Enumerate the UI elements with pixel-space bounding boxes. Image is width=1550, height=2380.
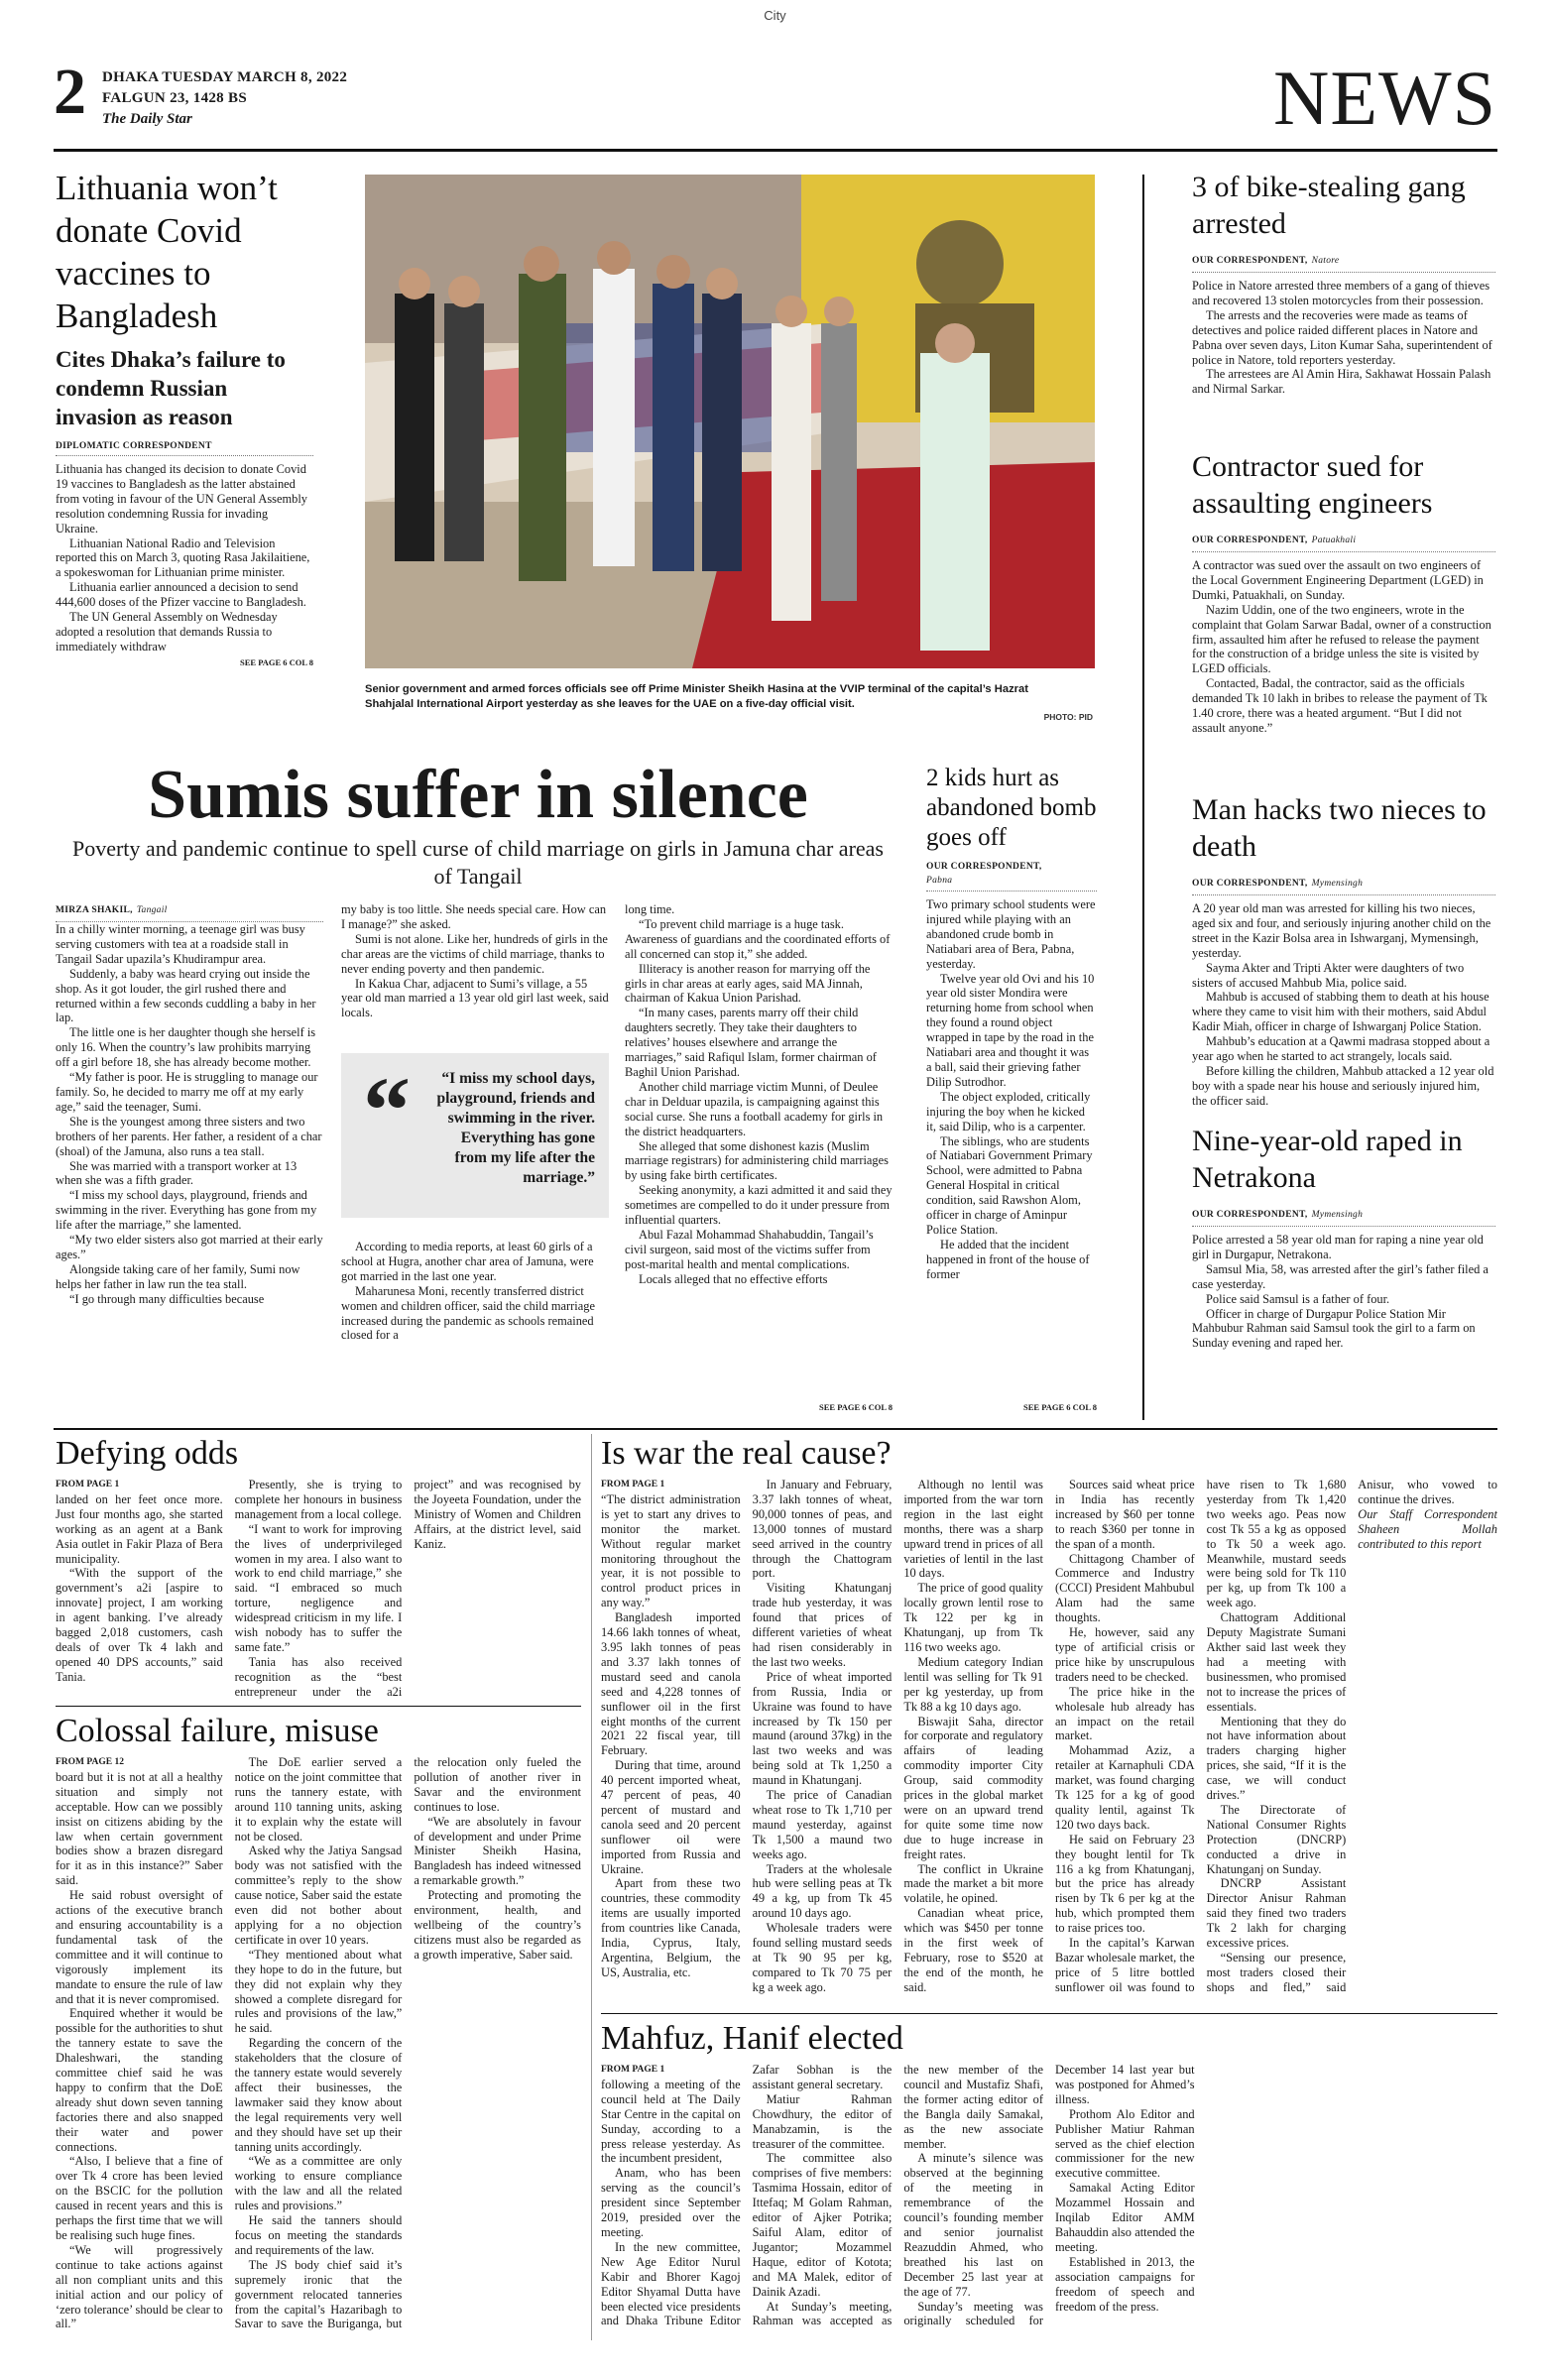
paragraph: “Also, I believe that a fine of over Tk 4 crore has been levied on the BSCIC for the pollution caused in recent years and this is perhaps the first time that we will be realising such huge fines. — [56, 2154, 223, 2242]
paragraph: Bangladesh imported 14.66 lakh tonnes of wheat, 3.95 lakh tonnes of peas and 3.37 lakh tonnes of mustard seed and canola seed and 4,228 tonnes of sunflower oil in the first eight months of the current 2021 22 fiscal year, till February. — [601, 1610, 741, 1758]
paragraph: The object exploded, critically injuring the boy when he kicked it, said Dilip, who is a carpenter. — [926, 1089, 1091, 1133]
paragraph: The Directorate of National Consumer Rights Protection (DNCRP) conducted a drive in Khatunganj on Sunday. — [1206, 1802, 1347, 1876]
paragraph: Seeking anonymity, a kazi admitted it and said they sometimes are compelled to do it under pressure from influential quarters. — [625, 1183, 893, 1228]
netrakona-place: Mymensingh — [1311, 1210, 1364, 1220]
paragraph: In January and February, 3.37 lakh tonnes of wheat, 90,000 tonnes of peas, and 13,000 tonnes of mustard seed arrived in the country through the Chattogram port. — [752, 1478, 893, 1581]
paragraph: He, however, said any type of artificial crisis or price hike by unscrupulous traders need to be checked. — [1054, 1625, 1195, 1684]
see-page-link[interactable]: SEE PAGE 6 COL 8 — [240, 656, 313, 667]
sumis-col-2-bottom — [341, 1240, 609, 1343]
paragraph: Chittagong Chamber of Commerce and Industry (CCCI) President Mahbubul Alam had the same thoughts. — [1054, 1551, 1195, 1625]
quote-mark-icon: “ — [363, 1057, 411, 1163]
paragraph: The committee also comprises of five members: Tasmima Hossain, editor of Ittefaq; M Golam Rahman, editor of Ajker Potrika; Saiful Alam, editor of Jugantor; Mozammel Haque, editor of Kotota; and MA Malek, editor of Dainik Azadi. — [752, 2151, 893, 2299]
paragraph: Biswajit Saha, director for corporate and regulatory affairs of leading commodity importer City Group, said commodity prices in the global market were on an upward trend for quite some time now due to huge increase in freight rates. — [903, 1714, 1043, 1861]
paragraph: “They mentioned about what they hope to do in the future, but they did not explain why they showed a complete disregard for rules and provisions of the law,” he said. — [234, 1947, 403, 2036]
paragraph: The JS body chief said it’s supremely ironic that the government relocated tanneries from the capital’s Hazaribagh to Savar to save the Buriganga, but the relocation only fueled the pollution of another river in Savar and the environment continues to lose. — [234, 1755, 581, 2331]
column-divider — [591, 1434, 592, 2340]
date-line: DHAKA TUESDAY MARCH 8, 2022 — [102, 69, 348, 85]
paragraph: Twelve year old Ovi and his 10 year old sister Mondira were returning home from school when they found a round object wrapped in tape by the road in the Natiabari area and thought it was a ball, said their grieving father Dilip Sutrodhor. — [926, 971, 1095, 1089]
paragraph: Alongside taking care of her family, Sumi now helps her father in law run the tea stall. — [56, 1261, 300, 1291]
bike-byline: OUR CORRESPONDENT, — [1192, 256, 1308, 266]
paragraph: The conflict in Ukraine made the market a bit more volatile, he opined. — [903, 1861, 1043, 1906]
paragraph: Suddenly, a baby was heard crying out inside the shop. As it got louder, the girl rushed there and returned within a few seconds cuddling a baby in her lap. — [56, 966, 316, 1025]
contractor-body — [1192, 558, 1495, 736]
paper-logo: The Daily Star — [102, 111, 192, 127]
paragraph: A contractor was sued over the assault on two engineers of the Local Government Engineering Department (LGED) in Dumki, Patuakhali, on Sunday. — [1192, 558, 1484, 602]
bike-story — [1192, 169, 1495, 397]
paragraph: The price hike in the wholesale hub already has an impact on the retail market. — [1054, 1684, 1195, 1743]
paragraph: Mahbub’s education at a Qawmi madrasa stopped about a year ago when he started to act strangely, locals said. — [1192, 1034, 1490, 1064]
nieces-place: Mymensingh — [1311, 879, 1364, 889]
paragraph: He said on February 23 they bought lentil for Tk 116 a kg from Khatunganj, but the price has already risen by Tk 6 per kg at the hub, which prompted them to raise prices too. — [1054, 1832, 1195, 1936]
bike-headline: 3 of bike-stealing gang arrested — [1192, 171, 1466, 240]
paragraph: Visiting Khatunganj trade hub yesterday, it was found that prices of different varieties of wheat had risen considerably in the last two weeks. — [752, 1581, 893, 1669]
paragraph: According to media reports, at least 60 girls of a school at Hugra, another char area of Jamuna, were got married in the last one year. — [341, 1240, 594, 1283]
page-number: 2 — [54, 56, 86, 128]
paragraph: “I want to work for improving the lives of underprivileged women in my area. I also want to work to end child marriage,” she said. “I embraced so much torture, negligence and widespread criticism in my life. I wish nobody has to suffer the same fate.” — [234, 1521, 403, 1654]
bike-place: Natore — [1311, 256, 1340, 266]
paragraph: “My two elder sisters also got married at their early ages.” — [56, 1233, 323, 1261]
from-page-label: FROM PAGE 1 — [56, 1480, 120, 1489]
paragraph: She alleged that some dishonest kazis (Muslim marriage registrars) for administering child marriages by using fake birth certificates. — [625, 1138, 889, 1183]
paragraph: The arrests and the recoveries were made as teams of detectives and police raided different places in Natore and Pabna over seven days, Liton Kumar Saha, superintendent of police in Natore, told reporters yesterday. — [1192, 307, 1492, 367]
paragraph: Sayma Akter and Tripti Akter were daughters of two sisters of accused Mahbub Mia, police said. — [1192, 960, 1465, 990]
paragraph: Samsul Mia, 58, was arrested after the girl’s father filed a case yesterday. — [1192, 1261, 1489, 1291]
paragraph: Sources said wheat price in India has recently increased by $60 per tonne to reach $360 per tonne in the span of a month. — [1054, 1478, 1195, 1551]
paragraph: A minute’s silence was observed at the beginning of the meeting in remembrance of the council’s founding member and senior journalist Reazuddin Ahmed, who breathed his last on December 25 last year at the age of 77. — [903, 2151, 1043, 2299]
paragraph: Prothom Alo Editor and Publisher Matiur Rahman served as the chief election commissioner for the new executive committee. — [1054, 2106, 1195, 2181]
paragraph: She was married with a transport worker at 13 when she was a fifth grader. — [56, 1158, 298, 1188]
paragraph: In a chilly winter morning, a teenage girl was busy serving customers with tea at a roadside stall in Tangail Sadar upazila’s Khudirampur area. — [56, 922, 305, 966]
paragraph: Lithuania has changed its decision to donate Covid 19 vaccines to Bangladesh as the latter abstained from voting in favour of the UN General Assembly resolution condemning Russia for invading Ukraine. — [56, 462, 307, 536]
paragraph: Canadian wheat price, which was $450 per tonne in the first week of February, rose to $520 at the end of the month, he said. — [903, 1906, 1043, 1994]
bangla-date: FALGUN 23, 1428 BS — [102, 90, 247, 106]
netrakona-headline: Nine-year-old raped in Netrakona — [1192, 1125, 1463, 1194]
paragraph: The siblings, who are students of Natiabari Government Primary School, were admitted to Pabna General Hospital in critical condition, said Rawshon Alom, officer in charge of Aminpur Police Station. — [926, 1133, 1093, 1237]
paragraph: Enquired whether it would be possible for the authorities to shut the tannery estate to save the Dhaleshwari, the standing committee chief said he was happy to confirm that the DoE already shut down seven tanning factories there and also snapped their water and power connections. — [56, 2006, 223, 2154]
paragraph: “My father is poor. He is struggling to manage our family. So, he decided to marry me off at my early age,” said the teenager, Sumi. — [56, 1070, 318, 1114]
mahfuz-headline: Mahfuz, Hanif elected — [601, 2020, 903, 2057]
sumis-col-2-top — [341, 902, 609, 1020]
see-page-link[interactable]: SEE PAGE 6 COL 8 — [819, 1402, 893, 1412]
sumis-byline-row — [56, 899, 323, 922]
paragraph: Established in 2013, the association campaigns for freedom of speech and freedom of the press. — [1054, 2254, 1195, 2314]
war-headline: Is war the real cause? — [601, 1435, 892, 1472]
paragraph: Nazim Uddin, one of the two engineers, wrote in the complaint that Golam Sarwar Badal, owner of a construction firm, assaulted him after he refused to release the payment for the construction of a bridge unless the site is visited by LGED officials. — [1192, 602, 1491, 676]
paragraph: He said the tanners should focus on meeting the standards and requirements of the law. — [234, 2213, 403, 2257]
lithuania-body — [56, 462, 313, 654]
paragraph: Sunday’s meeting was originally scheduled for December 14 last year but was postponed for Ahmed’s illness. — [903, 2063, 1195, 2328]
sumis-col-1 — [56, 922, 323, 1426]
lithuania-byline: DIPLOMATIC CORRESPONDENT — [56, 441, 212, 451]
defying-body — [56, 1478, 581, 1704]
paragraph: Contacted, Badal, the contractor, said as the officials demanded Tk 10 lakh in bribes to release the payment of Tk 1.40 crore, there was a heated argument. “But I did not assault anyone.” — [1192, 676, 1488, 735]
byline-divider — [1192, 1226, 1495, 1227]
paragraph: “We will progressively continue to take actions against all non compliant units and this initial action and our policy of ‘zero tolerance’ should be clear to all.” — [56, 2242, 223, 2331]
sumis-subhead: Poverty and pandemic continue to spell curse of child marriage on girls in Jamuna char areas of Tangail — [71, 836, 884, 889]
bomb-byline: OUR CORRESPONDENT, — [926, 862, 1042, 872]
paragraph: A 20 year old man was arrested for killing his two nieces, aged six and four, and seriously injuring another child on the street in the Kazir Bolsa area in Ishwarganj, Mymensingh, yesterday. — [1192, 901, 1491, 960]
paragraph: Apart from these two countries, these commodity items are usually imported from countries like Canada, India, Cyprus, Italy, Argentina, Belgium, the US, Australia, etc. — [601, 1876, 741, 1979]
from-page-label: FROM PAGE 1 — [601, 2065, 665, 2075]
byline-divider — [1192, 894, 1495, 895]
contractor-byline: OUR CORRESPONDENT, — [1192, 536, 1308, 545]
news-photo — [365, 175, 1095, 668]
paragraph: The price of Canadian wheat rose to Tk 1,710 per maund yesterday, against Tk 1,500 a maund two weeks ago. — [752, 1788, 893, 1861]
netrakona-byline: OUR CORRESPONDENT, — [1192, 1210, 1308, 1220]
masthead-rule — [54, 149, 1497, 152]
paragraph: Officer in charge of Durgapur Police Station Mir Mahbubur Rahman said Samsul took the girl to a farm on Sunday evening and raped her. — [1192, 1306, 1476, 1351]
paragraph: The little one is her daughter though she herself is only 16. When the country’s law prohibits marrying off a girl before 18, she has already become mother. — [56, 1025, 316, 1070]
right-column-divider — [1142, 175, 1144, 1420]
paragraph: Wholesale traders were found selling mustard seeds at Tk 90 95 per kg, compared to Tk 70 75 per kg a week ago. — [752, 1921, 893, 1994]
paragraph: “With the support of the government’s a2i [aspire to innovate] project, I am working in agent banking. I’ve already bagged 2,018 customers, cash deals of over Tk 4 lakh and opened 40 DPS accounts,” said Tania. — [56, 1566, 223, 1684]
paragraph: Mohammad Aziz, a retailer at Karnaphuli CDA market, was found charging Tk 125 for a kg of good quality lentil, against Tk 120 two days back. — [1054, 1743, 1195, 1832]
paragraph: “The district administration is yet to start any drives to monitor the market. Without regular market monitoring throughout the year, it is not possible to control product prices in any way.” — [601, 1491, 741, 1610]
paragraph: long time. — [625, 902, 675, 916]
paragraph: Price of wheat imported from Russia, India or Ukraine was found to have increased by Tk 150 per maund (around 37kg) in the last two weeks and was being sold at Tk 1,250 a maund in Khatunganj. — [752, 1669, 893, 1788]
paragraph: my baby is too little. She needs special care. How can I manage?” she asked. — [341, 902, 607, 931]
paragraph: He said robust oversight of actions of the executive branch and ensuring accountability is a fundamental task of the committee and it will continue to vigorously implement its mandate to ensure the rule of law and that it is never compromised. — [56, 1888, 223, 2006]
see-page-link[interactable]: SEE PAGE 6 COL 8 — [1023, 1402, 1097, 1412]
paragraph: In the new committee, New Age Editor Nurul Kabir and Bhorer Kagoj Editor Shyamal Dutta have been elected vice presidents and Dhaka Tribune Editor Zafar Sobhan is the assistant general secretary. — [601, 2063, 893, 2328]
paragraph: Police in Natore arrested three members of a gang of thieves and recovered 13 stolen motorcycles from their possession. — [1192, 279, 1490, 307]
paragraph: Mahbub is accused of stabbing them to death at his house where they came to visit him with their mothers, said Abdul Kadir Miah, officer in charge of Ishwarganj Police Station. — [1192, 990, 1490, 1034]
paragraph: The price of good quality locally grown lentil rose to Tk 122 per kg in Khatunganj, up from Tk 116 two weeks ago. — [903, 1581, 1043, 1654]
paragraph: Locals alleged that no effective efforts — [639, 1271, 828, 1286]
paragraph: “In many cases, parents marry off their child daughters secretly. They take their daughters to relatives’ houses elsewhere and arrange the marriages,” said Rafiqul Islam, former chairman of Baghil Union Parishad. — [625, 1006, 877, 1079]
paragraph: Samakal Acting Editor Mozammel Hossain and Inqilab Editor AMM Bahauddin also attended the meeting. — [1054, 2181, 1195, 2254]
paragraph: Police arrested a 58 year old man for raping a nine year old girl in Durgapur, Netrakona. — [1192, 1233, 1484, 1261]
contributor-note: Our Staff Correspondent Shaheen Mollah contributed to this report — [1358, 1506, 1497, 1551]
airport-farewell-photo — [365, 175, 1095, 668]
photo-credit: PHOTO: PID — [1043, 712, 1093, 722]
paragraph: Asked why the Jatiya Sangsad body was not satisfied with the committee’s reply to the show cause notice, Saber said the estate even did not bother about applying for a no objection certificate in over 10 years. — [234, 1844, 403, 1947]
byline-divider — [56, 455, 313, 456]
colossal-body — [56, 1755, 581, 2340]
paragraph: The DoE earlier served a notice on the joint committee that runs the tannery estate, with around 110 tanning units, asking it to explain why the estate will not be closed. — [234, 1755, 403, 1844]
sumis-byline: MIRZA SHAKIL, — [56, 905, 133, 915]
bomb-story — [926, 764, 1097, 1379]
section-divider — [56, 1706, 581, 1707]
paragraph: Protecting and promoting the environment, health, and wellbeing of the country’s citizens must also be regarded as a growth imperative, Saber said. — [414, 1888, 581, 1962]
nieces-story — [1192, 791, 1495, 1109]
paragraph: Regarding the concern of the stakeholders that the closure of the tannery estate would severely affect their businesses, the lawmaker said they know about the legal requirements very well and they should have set up their tanning units accordingly. — [234, 2036, 403, 2154]
paragraph: During that time, around 40 percent imported wheat, 47 percent of peas, 40 percent of mustard and canola seed and 20 percent sunflower oil were imported from Russia and Ukraine. — [601, 1758, 741, 1876]
byline-divider — [926, 891, 1097, 892]
paragraph: landed on her feet once more. Just four months ago, she started working as an agent at a Bank Asia outlet in Fakir Plaza of Bera municipality. — [56, 1491, 223, 1566]
paragraph: Although no lentil was imported from the war torn region in the last eight months, there was a sharp upward trend in prices of all varieties of lentil in the last 10 days. — [903, 1478, 1043, 1581]
byline-divider — [1192, 551, 1495, 552]
paragraph: Medium category Indian lentil was selling for Tk 91 per kg yesterday, up from Tk 88 a kg 10 days ago. — [903, 1654, 1043, 1714]
bomb-place: Pabna — [926, 876, 953, 886]
paragraph: Anam, who has been serving as the council’s president since September 2019, presided over the meeting. — [601, 2166, 741, 2239]
from-page-label: FROM PAGE 1 — [601, 1480, 665, 1489]
paragraph: Matiur Rahman Chowdhury, the editor of Manabzamin, is the treasurer of the committee. — [752, 2091, 893, 2151]
paragraph: Presently, she is trying to complete her honours in business management from a local college. — [234, 1478, 403, 1521]
paragraph: Lithuanian National Radio and Television reported this on March 3, quoting Rasa Jakilaitiene, a spokeswoman for Lithuanian prime minister. — [56, 536, 310, 580]
paragraph: Illiteracy is another reason for marrying off the girls in char areas at early ages, said MA Jinnah, chairman of Kakua Union Parishad. — [625, 961, 871, 1006]
paragraph: Another child marriage victim Munni, of Deulee char in Delduar upazila, is campaigning against this social curse. She runs a football academy for girls in the district headquarters. — [625, 1079, 884, 1138]
nieces-headline: Man hacks two nieces to death — [1192, 793, 1487, 863]
from-page-label: FROM PAGE 12 — [56, 1757, 124, 1767]
paragraph: following a meeting of the council held at The Daily Star Centre in the capital on Sunday, according to a press release yesterday. As the incumbent president, — [601, 2077, 741, 2166]
netrakona-story — [1192, 1123, 1495, 1351]
sumis-headline: Sumis suffer in silence — [148, 757, 808, 833]
paragraph: At Sunday’s meeting, Rahman was accepted as the new member of the council and Mustafiz Shafi, the former acting editor of the Bangla daily Samakal, as the new associate member. — [752, 2063, 1043, 2328]
paragraph: He added that the incident happened in front of the house of former — [926, 1237, 1090, 1281]
paragraph: DNCRP Assistant Director Anisur Rahman said they fined two traders Tk 2 lakh for charging excessive prices. — [1206, 1876, 1347, 1951]
bomb-body — [926, 897, 1097, 1379]
paragraph: Traders at the wholesale hub were selling peas at Tk 49 a kg, up from Tk 45 around 10 days ago. — [752, 1861, 893, 1921]
mahfuz-body — [601, 2063, 1497, 2340]
paragraph: Before killing the children, Mahbub attacked a 12 year old boy with a spade near his house and seriously injured him, the officer said. — [1192, 1063, 1494, 1108]
paragraph: Police said Samsul is a father of four. — [1206, 1291, 1390, 1306]
paragraph: The arrestees are Al Amin Hira, Sakhawat Hossain Palash and Nirmal Sarkar. — [1192, 367, 1491, 397]
section-divider — [601, 2013, 1497, 2014]
paragraph: Maharunesa Moni, recently transferred district women and children officer, said the child marriage increased during the pandemic as schools remained closed for a — [341, 1283, 595, 1343]
pull-quote — [341, 1053, 609, 1218]
paragraph: “To prevent child marriage is a huge task. Awareness of guardians and the coordinated efforts of all concerned can stop it,” she added. — [625, 916, 891, 961]
war-body — [601, 1478, 1497, 2005]
pull-quote-text: “I miss my school days, playground, friends and swimming in the river. Everything has gone from my life after the marriage.” — [436, 1070, 595, 1186]
contractor-place: Patuakhali — [1311, 536, 1357, 545]
byline-divider — [1192, 272, 1495, 273]
paragraph: In Kakua Char, adjacent to Sumi’s village, a 55 year old man married a 13 year old girl last week, said locals. — [341, 976, 609, 1020]
paragraph: “We as a committee are only working to ensure compliance with the law and all the related rules and provisions.” — [234, 2154, 403, 2213]
bomb-headline: 2 kids hurt as abandoned bomb goes off — [926, 765, 1097, 851]
paragraph: Abul Fazal Mohammad Shahabuddin, Tangail’s civil surgeon, said most of the victims suffer from post-marital health and mental complications. — [625, 1227, 874, 1271]
paragraph: Chattogram Additional Deputy Magistrate Sumani Akther said last week they had a meeting with businessmen, who promised not to increase the prices of essentials. — [1206, 1610, 1347, 1714]
sumis-place: Tangail — [136, 905, 168, 915]
netrakona-body — [1192, 1233, 1495, 1351]
paragraph: Mentioning that they do not have information about traders charging higher prices, she said, “If it is the case, we will conduct drives.” — [1206, 1714, 1347, 1803]
colossal-headline: Colossal failure, misuse — [56, 1713, 379, 1749]
paragraph: In the capital’s Karwan Bazar wholesale market, the price of 5 litre bottled sunflower oil was found to have risen to Tk 1,680 yesterday from Tk 1,420 two weeks ago. Peas now cost Tk 55 a kg as opposed to Tk 50 a week ago. Meanwhile, mustard seeds were being sold for Tk 110 per kg, up from Tk 100 a week ago. — [1054, 1478, 1347, 1994]
paragraph: Tania has also received recognition as the “best entrepreneur under the a2i project” and was recognised by the Joyeeta Foundation, under the Ministry of Women and Children Affairs, at the district level, said Kaniz. — [234, 1478, 581, 1699]
section-name: NEWS — [1273, 55, 1496, 141]
lithuania-story — [56, 167, 313, 667]
paragraph: She is the youngest among three sisters and two brothers of her parents. Her father, a resident of a char (shoal) of the Jamuna, also runs a tea stall. — [56, 1114, 322, 1158]
paragraph: The UN General Assembly on Wednesday adopted a resolution that demands Russia to immediately withdraw — [56, 610, 278, 654]
paragraph: “I miss my school days, playground, friends and swimming in the river. Everything has gone from my life after the marriage,” she lamented. — [56, 1188, 317, 1233]
paragraph: “Sensing our presence, most traders closed their shops and fled,” said Anisur, who vowed to continue the drives. — [1206, 1478, 1497, 1994]
sumis-col-3 — [625, 902, 893, 1400]
paragraph: Sumi is not alone. Like her, hundreds of girls in the char areas are the victims of child marriage, thanks to never ending poverty and then pandemic. — [341, 931, 608, 976]
contractor-headline: Contractor sued for assaulting engineers — [1192, 450, 1433, 520]
paragraph: board but it is not at all a healthy situation and simply not acceptable. How can we possibly insist on citizens abiding by the law when certain government bodies show a brazen disregard for it as in this instance?” Saber said. — [56, 1769, 223, 1888]
bottom-section-rule — [54, 1428, 1497, 1430]
defying-headline: Defying odds — [56, 1435, 239, 1472]
contractor-story — [1192, 448, 1495, 736]
nieces-body — [1192, 901, 1495, 1109]
caption-text: Senior government and armed forces officials see off Prime Minister Sheikh Hasina at the VVIP terminal of the capital’s Hazrat Shahjalal International Airport yesterday as she leaves for the UAE on a five-day official visit. — [365, 683, 1028, 710]
lithuania-subhead: Cites Dhaka’s failure to condemn Russian invasion as reason — [56, 347, 286, 429]
section-top-label: City — [764, 8, 786, 23]
paragraph: “I go through many difficulties because — [69, 1291, 265, 1306]
photo-caption — [365, 682, 1079, 712]
bike-body — [1192, 279, 1495, 397]
paragraph: “We are absolutely in favour of development and under Prime Minister Sheikh Hasina, Bangladesh has indeed witnessed a remarkable growth.” — [414, 1814, 581, 1888]
nieces-byline: OUR CORRESPONDENT, — [1192, 879, 1308, 889]
paragraph: Lithuania earlier announced a decision to send 444,600 doses of the Pfizer vaccine to Bangladesh. — [56, 580, 306, 610]
paragraph: Two primary school students were injured while playing with an abandoned crude bomb in Natiabari area of Bera, Pabna, yesterday. — [926, 897, 1096, 971]
lithuania-headline: Lithuania won’t donate Covid vaccines to Bangladesh — [56, 169, 278, 335]
